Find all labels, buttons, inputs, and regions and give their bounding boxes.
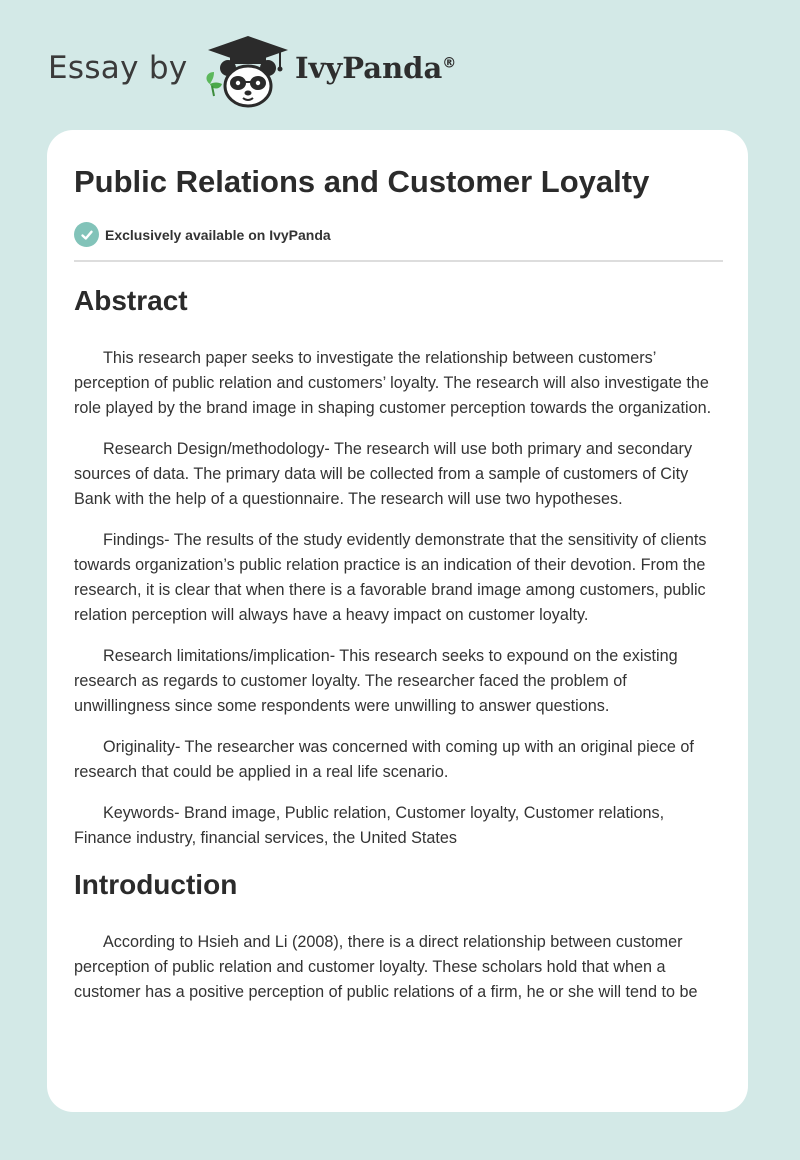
brand-name[interactable] [295, 51, 456, 85]
site-header [0, 0, 800, 130]
essay-by-label: Essay by [48, 50, 188, 86]
divider [74, 260, 723, 262]
leaf-icon [207, 72, 222, 96]
paragraph: According to Hsieh and Li (2008), there is a direct relationship between customer perception of public relation and customer loyalty. These scholars hold that when a customer has a positive perception of public relations of a firm, he or she will tend to be [74, 933, 698, 1001]
paragraph: Keywords- Brand image, Public relation, Customer loyalty, Customer relations, Finance industry, financial services, the United States [74, 804, 665, 847]
page-title: Public Relations and Customer Loyalty [74, 164, 650, 199]
section-heading-abstract: Abstract [74, 285, 188, 316]
section-heading-introduction: Introduction [74, 869, 238, 900]
essay-card [47, 130, 748, 1112]
panda-logo-icon[interactable] [200, 34, 295, 110]
paragraph: Originality- The researcher was concerned with coming up with an original piece of research that could be applied in a real life scenario. [74, 738, 694, 781]
paragraph: Research limitations/implication- This research seeks to expound on the existing research as regards to customer loyalty. The researcher faced the problem of unwillingness since some respondents were unwilling to answer questions. [74, 647, 678, 715]
checkmark-icon [74, 222, 99, 247]
registered-mark: ® [442, 55, 457, 72]
exclusive-badge [74, 222, 331, 247]
paragraph: Research Design/methodology- The research will use both primary and secondary sources of data. The primary data will be collected from a sample of customers of City Bank with the help of a questionnaire. The research will use two hypotheses. [74, 440, 693, 508]
badge-label: Exclusively available on IvyPanda [105, 226, 331, 243]
paragraph: This research paper seeks to investigate the relationship between customers’ perception of public relation and customers’ loyalty. The research will also investigate the role played by the brand image in shaping customer perception towards the organization. [74, 349, 712, 417]
paragraph: Findings- The results of the study evidently demonstrate that the sensitivity of clients towards organization’s public relation practice is an indication of their devotion. From the research, it is clear that when there is a favorable brand image among customers, public relation perception will always have a heavy impact on customer loyalty. [74, 531, 707, 624]
brand-name-text: IvyPanda [295, 51, 443, 85]
essay-body [74, 284, 724, 1005]
